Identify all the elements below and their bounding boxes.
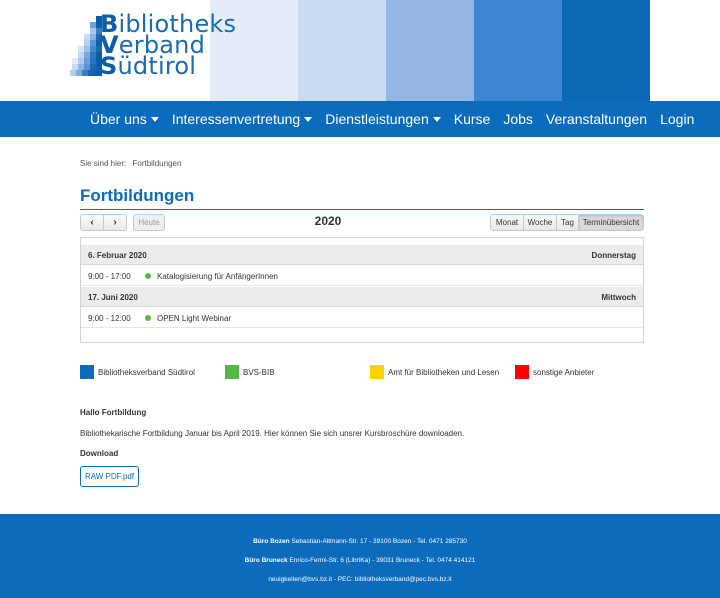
download-pdf-button[interactable]: RAW PDF.pdf [80,466,139,487]
caret-down-icon [151,117,159,122]
nav-item-login[interactable] [660,111,694,127]
nav-item-label: Interessenvertretung [171,111,301,127]
nav-item-label: Dienstleistungen [325,111,429,127]
legend-label: BVS-BIB [243,367,275,377]
logo-initial: B [100,10,119,38]
header-stripe [474,0,562,101]
legend-swatch [80,365,94,379]
legend-label: sonstige Anbieter [533,367,595,377]
footer-address: Sebastian-Altmann-Str. 17 - 39100 Bozen - Tel. 0471 285730 [289,538,467,545]
prev-button[interactable] [80,214,104,231]
header-stripe [298,0,386,101]
nav-item-veranstaltungen[interactable] [546,111,647,127]
breadcrumb-prefix: Sie sind hier: [80,159,127,168]
footer-address-bozen [0,538,720,545]
nav-item-interessenvertretung[interactable] [172,111,312,127]
legend-item [225,365,275,379]
main-nav [0,101,720,137]
event-row[interactable] [81,266,643,286]
chevron-left-icon: ‹ [90,217,94,228]
breadcrumb [80,159,181,168]
legend-item [370,365,499,379]
footer-contact[interactable]: neuigkeiten@bvs.bz.it - PEC: bibliotheksverband@pec.bvs.bz.it [268,576,452,583]
event-list [80,237,644,343]
nav-item-label: Kurse [453,111,491,127]
page-title: Fortbildungen [80,186,195,205]
footer-office-name: Büro Bruneck [244,557,288,564]
breadcrumb-current[interactable]: Fortbildungen [132,159,182,168]
site-header [0,0,720,101]
event-row[interactable] [81,308,643,328]
event-time: 9:00 - 17:00 [88,272,131,281]
day-date[interactable]: 6. Februar 2020 [88,251,147,260]
view-week-button[interactable]: Woche [523,214,557,231]
info-text: Bibliothekarische Fortbildung Januar bis April 2019. Hier können Sie sich unsrer Kursbroschüre downloaden. [80,429,465,438]
nav-item-jobs[interactable] [503,111,533,127]
logo-text-line: üdtirol [117,52,197,80]
list-day-header [81,245,643,265]
legend-item [80,365,195,379]
logo-text-line: erband [118,31,206,59]
download-heading: Download [80,449,119,458]
nav-item-kurse[interactable] [454,111,491,127]
calendar-year: 2020 [314,214,342,228]
caret-down-icon [433,117,441,122]
site-logo[interactable] [70,10,245,80]
event-color-dot [145,315,151,321]
legend-swatch [225,365,239,379]
legend-item [515,365,594,379]
caret-down-icon [304,117,312,122]
site-footer [0,514,720,598]
next-button[interactable] [103,214,127,231]
info-heading: Hallo Fortbildung [80,408,147,417]
nav-item-dienstleistungen[interactable] [325,111,441,127]
day-date[interactable]: 17. Juni 2020 [88,293,138,302]
header-stripe [562,0,650,101]
view-list-button[interactable]: Terminübersicht [578,214,644,231]
legend-swatch [370,365,384,379]
view-day-button[interactable]: Tag [556,214,579,231]
logo-initial: V [100,31,119,59]
title-divider [80,209,644,210]
footer-address-bruneck [0,557,720,564]
legend-swatch [515,365,529,379]
nav-item-label: Login [660,111,695,127]
legend-label: Amt für Bibliotheken und Lesen [388,367,500,377]
footer-office-name: Büro Bozen [253,538,290,545]
legend-label: Bibliotheksverband Südtirol [98,367,195,377]
logo-initial: S [100,52,118,80]
day-weekday[interactable]: Donnerstag [591,251,636,260]
day-weekday[interactable]: Mittwoch [601,293,636,302]
event-time: 9:00 - 12:00 [88,314,131,323]
nav-item-ueber-uns[interactable] [90,111,159,127]
footer-address: Enrico-Fermi-Str. 6 (LibriKa) - 39031 Bruneck - Tel. 0474 414121 [287,557,476,564]
nav-item-label: Jobs [503,111,533,127]
nav-item-label: Über uns [90,111,147,127]
today-button[interactable]: Heute [133,214,165,231]
chevron-right-icon: › [113,217,117,228]
logo-wordmark [100,10,237,80]
list-day-header [81,287,643,307]
event-color-dot [145,273,151,279]
view-month-button[interactable]: Monat [490,214,524,231]
header-stripe [386,0,474,101]
logo-text-line: ibliotheks [118,10,237,38]
event-title[interactable]: Katalogisierung für AnfängerInnen [157,272,278,281]
event-title[interactable]: OPEN Light Webinar [157,314,232,323]
logo-mark-icon [70,14,102,76]
nav-item-label: Veranstaltungen [545,111,648,127]
